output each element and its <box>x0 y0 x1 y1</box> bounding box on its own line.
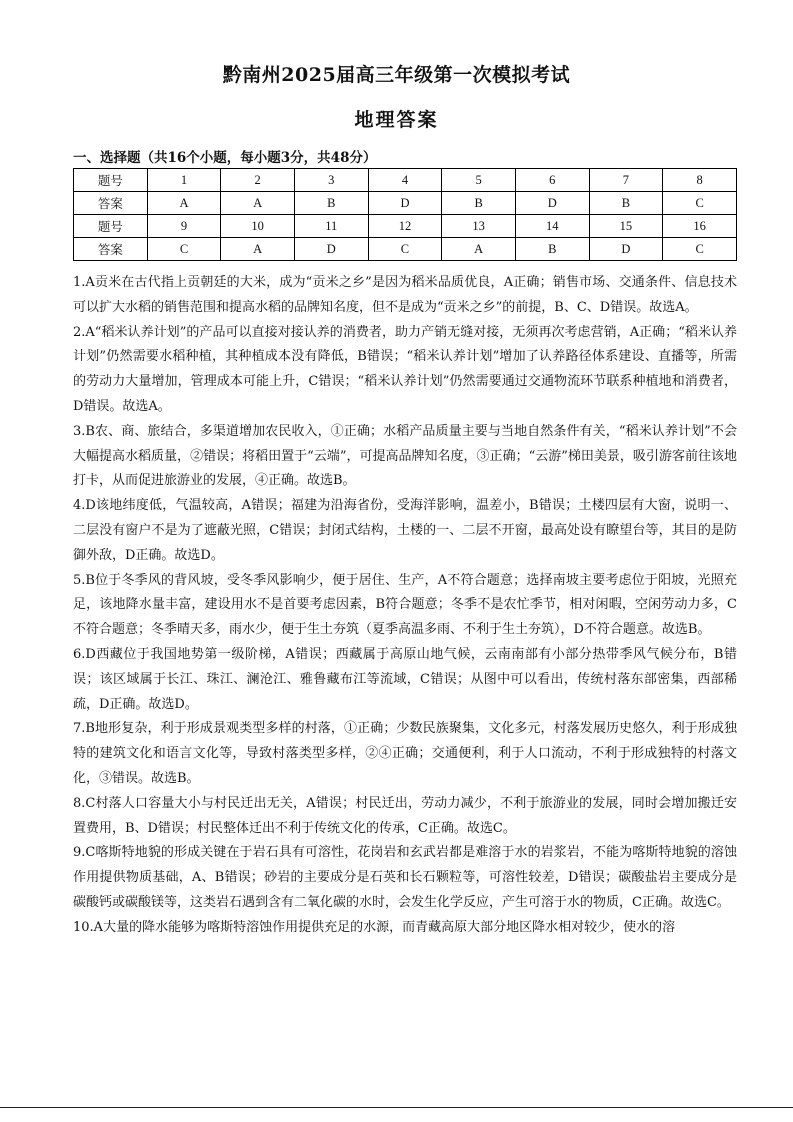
table-cell: 6 <box>515 169 589 192</box>
explanation-paragraph: 6.D西藏位于我国地势第一级阶梯，A错误；西藏属于高原山地气候，云南南部有小部分热带季风气候分布，B错误；该区域属于长江、珠江、澜沧江、雅鲁藏布江等流域，C错误；从图中可以看出，传统村落东部密集，西部稀疏，D正确。故选D。 <box>73 646 737 712</box>
answer-table <box>73 168 737 261</box>
page-title: 黔南州2025届高三年级第一次模拟考试 <box>222 64 571 86</box>
table-cell: A <box>221 238 295 261</box>
explanation-paragraph: 10.A大量的降水能够为喀斯特溶蚀作用提供充足的水源，而青藏高原大部分地区降水相对较少，使水的溶 <box>73 919 676 935</box>
explanation-paragraph: 5.B位于冬季风的背风坡，受冬季风影响少，便于居住、生产，A不符合题意；选择南坡主要考虑位于阳坡，光照充足，该地降水量丰富，建设用水不是首要考虑因素，B符合题意；冬季不是农忙季节，相对闲暇，空闲劳动力多，C不符合题意；冬季晴天多，雨水少，便于生土夯筑（夏季高温多雨、不利于生土夯筑），D不符合题意。故选B。 <box>73 572 737 638</box>
table-cell: 10 <box>221 215 295 238</box>
explanations <box>73 271 737 941</box>
table-cell: 12 <box>368 215 442 238</box>
explanation-paragraph: 4.D该地纬度低，气温较高，A错误；福建为沿海省份，受海洋影响，温差小，B错误；土楼四层有大窗，说明一、二层没有窗户不是为了遮蔽光照，C错误；封闭式结构，土楼的一、二层不开窗，最高处设有瞭望台等，其目的是防御外敌，D正确。故选D。 <box>73 498 737 563</box>
table-row <box>74 215 737 238</box>
table-cell: 13 <box>442 215 516 238</box>
table-row-header: 答案 <box>74 238 148 261</box>
section-heading: 一、选择题（共16个小题，每小题3分，共48分） <box>73 150 377 166</box>
table-row-header: 题号 <box>74 169 148 192</box>
table-cell: C <box>663 238 737 261</box>
table-row <box>74 238 737 261</box>
table-cell: 5 <box>442 169 516 192</box>
table-row <box>74 169 737 192</box>
table-cell: B <box>294 192 368 215</box>
table-cell: A <box>147 192 221 215</box>
table-row-header: 题号 <box>74 215 148 238</box>
table-cell: D <box>589 238 663 261</box>
table-row <box>74 192 737 215</box>
explanation-paragraph: 2.A“稻米认养计划”的产品可以直接对接认养的消费者，助力产销无缝对接，无须再次考虑营销，A正确；“稻米认养计划”仍然需要水稻种植，其种植成本没有降低，B错误；“稻米认养计划”增加了认养路径体系建设、直播等，所需的劳动力大量增加，管理成本可能上升，C错误；“稻米认养计划”仍然需要通过交通物流环节联系种植地和消费者，D错误。故选A。 <box>73 324 737 414</box>
table-cell: B <box>442 192 516 215</box>
table-cell: C <box>663 192 737 215</box>
explanation-paragraph: 7.B地形复杂，利于形成景观类型多样的村落，①正确；少数民族聚集，文化多元，村落发展历史悠久，利于形成独特的建筑文化和语言文化等，导致村落类型多样，②④正确；交通便利，利于人口流动，不利于形成独特的村落文化，③错误。故选B。 <box>73 721 737 786</box>
table-cell: D <box>515 192 589 215</box>
table-cell: C <box>147 238 221 261</box>
table-cell: D <box>294 238 368 261</box>
table-cell: B <box>589 192 663 215</box>
table-cell: B <box>515 238 589 261</box>
table-cell: C <box>368 238 442 261</box>
table-cell: 3 <box>294 169 368 192</box>
table-cell: A <box>221 192 295 215</box>
explanation-paragraph: 8.C村落人口容量大小与村民迁出无关，A错误；村民迁出，劳动力减少，不利于旅游业的发展，同时会增加搬迁安置费用，B、D错误；村民整体迁出不利于传统文化的传承，C正确。故选C。 <box>73 795 737 836</box>
page-bottom-rule <box>0 1107 793 1108</box>
explanation-paragraph: 3.B农、商、旅结合，多渠道增加农民收入，①正确；水稻产品质量主要与当地自然条件有关，“稻米认养计划”不会大幅提高水稻质量，②错误；将稻田置于“云端”，可提高品牌知名度，③正确；“云游”梯田美景，吸引游客前往该地打卡，从而促进旅游业的发展，④正确。故选B。 <box>73 423 737 489</box>
table-cell: 16 <box>663 215 737 238</box>
table-cell: 8 <box>663 169 737 192</box>
table-cell: 2 <box>221 169 295 192</box>
explanation-paragraph: 1.A贡米在古代指上贡朝廷的大米，成为“贡米之乡”是因为稻米品质优良，A正确；销售市场、交通条件、信息技术可以扩大水稻的销售范围和提高水稻的品牌知名度，但不是成为“贡米之乡”的前提，B、C、D错误。故选A。 <box>73 275 737 315</box>
table-cell: 11 <box>294 215 368 238</box>
table-cell: 9 <box>147 215 221 238</box>
table-cell: 1 <box>147 169 221 192</box>
table-cell: 4 <box>368 169 442 192</box>
table-cell: D <box>368 192 442 215</box>
table-cell: 7 <box>589 169 663 192</box>
table-cell: 15 <box>589 215 663 238</box>
explanation-paragraph: 9.C喀斯特地貌的形成关键在于岩石具有可溶性，花岗岩和玄武岩都是难溶于水的岩浆岩，不能为喀斯特地貌的溶蚀作用提供物质基础，A、B错误；砂岩的主要成分是石英和长石颗粒等，可溶性较差，D错误；碳酸盐岩主要成分是碳酸钙或碳酸镁等，这类岩石遇到含有二氧化碳的水时，会发生化学反应，产生可溶于水的物质，C正确。故选C。 <box>73 845 737 910</box>
table-cell: A <box>442 238 516 261</box>
table-row-header: 答案 <box>74 192 148 215</box>
page-subtitle: 地理答案 <box>354 109 439 131</box>
table-cell: 14 <box>515 215 589 238</box>
